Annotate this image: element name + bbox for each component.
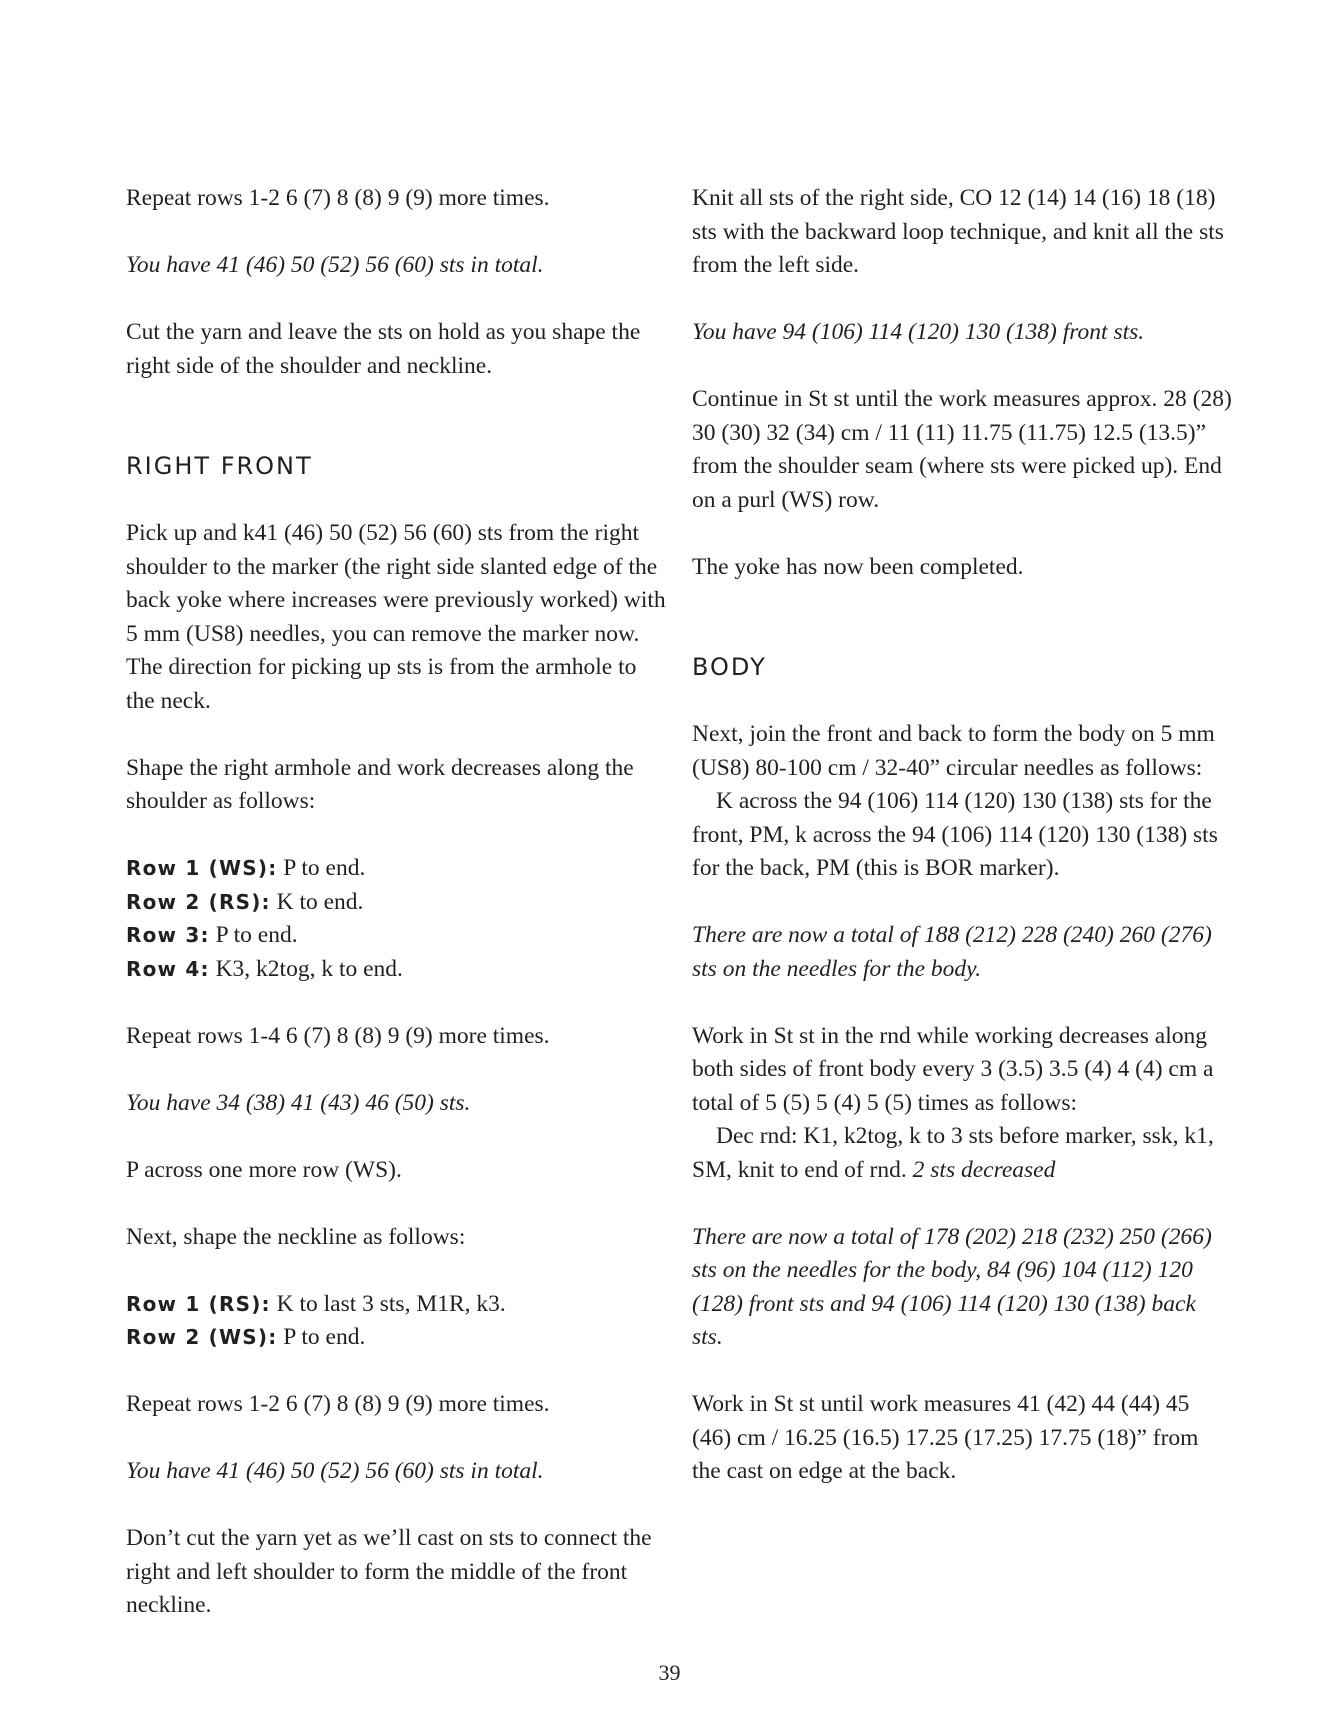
paragraph: Work in St st until work measures 41 (42) 44 (44) 45 (46) cm / 16.25 (16.5) 17.25 (17.25) 17.75 (18)” from the cast on edge at the back. xyxy=(692,1391,1199,1484)
row-text: K to end. xyxy=(270,888,364,915)
stitch-count-note: You have 41 (46) 50 (52) 56 (60) sts in total. xyxy=(126,252,544,278)
paragraph: K across the 94 (106) 114 (120) 130 (138) sts for the front, PM, k across the 94 (106) 114 (120) 130 (138) sts for the back, PM (this is BOR marker). xyxy=(692,788,1218,881)
row-label: Row 2 (WS): xyxy=(126,1325,278,1349)
row-instruction xyxy=(126,1321,666,1355)
paragraph: Cut the yarn and leave the sts on hold as you shape the right side of the shoulder and neckline. xyxy=(126,319,641,379)
paragraph: Pick up and k41 (46) 50 (52) 56 (60) sts from the right shoulder to the marker (the right side slanted edge of the back yoke where increases were previously worked) with 5 mm (US8) needles, you can remove the marker now. The direction for picking up sts is from the armhole to the neck. xyxy=(126,520,666,714)
row-label: Row 1 (RS): xyxy=(126,1291,271,1316)
row-label: Row 3: xyxy=(126,923,210,947)
paragraph: Shape the right armhole and work decreases along the shoulder as follows: xyxy=(126,754,634,814)
paragraph: Work in St st in the rnd while working decreases along both sides of front body every 3 (3.5) 3.5 (4) 4 (4) cm a total of 5 (5) 5 (4) 5 (5) times as follows: xyxy=(692,1022,1214,1116)
row-instructions-armhole xyxy=(126,852,666,986)
row-label: Row 1 (WS): xyxy=(126,856,278,880)
row-label: Row 2 (RS): xyxy=(126,889,271,914)
row-text: K3, k2tog, k to end. xyxy=(209,955,403,982)
paragraph: Knit all sts of the right side, CO 12 (14) 14 (16) 18 (18) sts with the backward loop technique, and knit all the sts from the left side. xyxy=(692,185,1224,278)
left-column xyxy=(126,182,666,1623)
paragraph: The yoke has now been completed. xyxy=(692,553,1024,580)
row-instructions-neckline xyxy=(126,1288,666,1355)
paragraph: Continue in St st until the work measures approx. 28 (28) 30 (30) 32 (34) cm / 11 (11) 11.75 (11.75) 12.5 (13.5)” from the shoulder seam (where sts were picked up). End on a purl (WS) row. xyxy=(692,386,1232,513)
stitch-count-note: You have 34 (38) 41 (43) 46 (50) sts. xyxy=(126,1089,471,1116)
dec-rnd-result: 2 sts decreased xyxy=(912,1156,1056,1183)
row-instruction xyxy=(126,886,666,920)
row-instruction xyxy=(126,953,666,987)
stitch-count-note: There are now a total of 178 (202) 218 (232) 250 (266) sts on the needles for the body, 84 (96) 104 (112) 120 (128) front sts and 94 (106) 114 (120) 130 (138) back sts. xyxy=(692,1223,1212,1350)
row-instruction xyxy=(126,1288,666,1322)
page-number: 39 xyxy=(658,1660,681,1685)
dec-rnd-instruction xyxy=(692,1120,1232,1187)
paragraph: Next, join the front and back to form the body on 5 mm (US8) 80-100 cm / 32-40” circular needles as follows: xyxy=(692,721,1215,781)
row-label: Row 4: xyxy=(126,956,210,981)
paragraph: Next, shape the neckline as follows: xyxy=(126,1223,466,1250)
row-text: K to last 3 sts, M1R, k3. xyxy=(270,1290,506,1317)
row-instruction xyxy=(126,919,666,953)
right-column xyxy=(692,182,1232,1489)
row-text: P to end. xyxy=(277,1324,366,1350)
paragraph: P across one more row (WS). xyxy=(126,1156,402,1183)
stitch-count-note: There are now a total of 188 (212) 228 (240) 260 (276) sts on the needles for the body. xyxy=(692,922,1212,982)
row-instruction xyxy=(126,852,666,886)
row-text: P to end. xyxy=(277,855,366,881)
paragraph: Repeat rows 1-2 6 (7) 8 (8) 9 (9) more times. xyxy=(126,185,550,211)
stitch-count-note: You have 94 (106) 114 (120) 130 (138) front sts. xyxy=(692,319,1145,345)
paragraph: Repeat rows 1-4 6 (7) 8 (8) 9 (9) more times. xyxy=(126,1022,550,1049)
dec-rnd-text: Dec rnd: K1, k2tog, k to 3 sts before marker, ssk, k1, SM, knit to end of rnd. xyxy=(692,1123,1214,1183)
stitch-count-note: You have 41 (46) 50 (52) 56 (60) sts in total. xyxy=(126,1458,544,1484)
section-heading-body: BODY xyxy=(692,653,767,681)
paragraph: Repeat rows 1-2 6 (7) 8 (8) 9 (9) more times. xyxy=(126,1391,550,1417)
section-heading-right-front: RIGHT FRONT xyxy=(126,452,313,480)
row-text: P to end. xyxy=(209,922,298,948)
paragraph: Don’t cut the yarn yet as we’ll cast on sts to connect the right and left shoulder to form the middle of the front neckline. xyxy=(126,1525,652,1618)
